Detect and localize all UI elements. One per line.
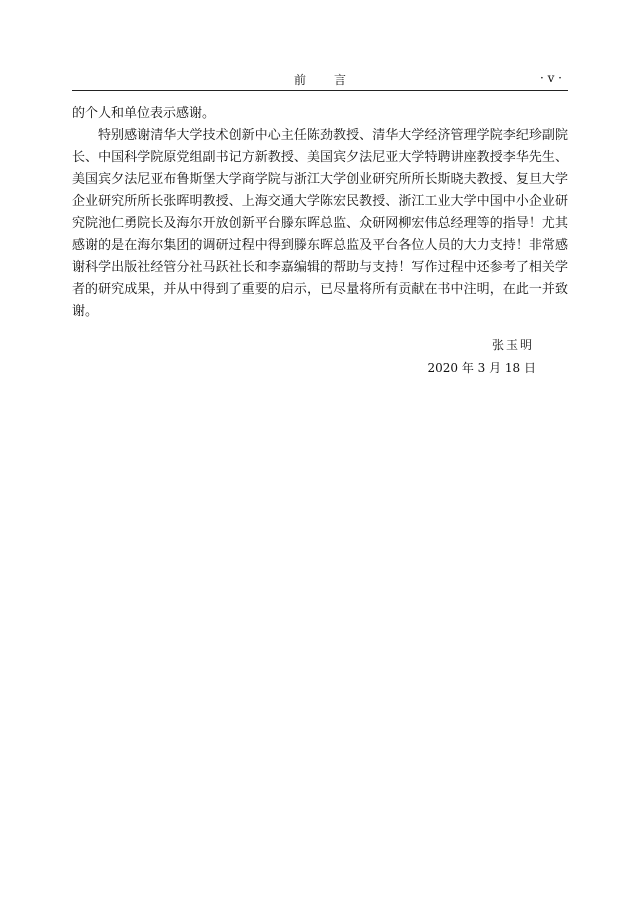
signature-date: 2020 年 3 月 18 日 xyxy=(427,361,536,375)
signature-author: 张玉明 xyxy=(491,338,534,352)
paragraph-acknowledgements: 特别感谢清华大学技术创新中心主任陈劲教授、清华大学经济管理学院李纪珍副院长、中国科学院原党组副书记方新教授、美国宾夕法尼亚大学特聘讲座教授李华先生、美国宾夕法尼亚布鲁斯堡大学商学院与浙江大学创业研究所所长斯晓夫教授、复旦大学企业研究所所长张晖明教授、上海交通大学陈宏民教授、浙江工业大学中国中小企业研究院池仁勇院长及海尔开放创新平台滕东晖总监、众研网柳宏伟总经理等的指导！尤其感谢的是在海尔集团的调研过程中得到滕东晖总监及平台各位人员的大力支持！非常感谢科学出版社经管分社马跃社长和李嘉编辑的帮助与支持！写作过程中还参考了相关学者的研究成果，并从中得到了重要的启示，已尽量将所有贡献在书中注明，在此一并致谢。 xyxy=(72,128,568,319)
header-title-part2: 言 xyxy=(334,73,347,87)
header-page-number: · v · xyxy=(539,71,562,85)
header-title-part1: 前 xyxy=(293,73,306,87)
running-header xyxy=(72,70,568,91)
header-title xyxy=(72,71,568,88)
paragraph-continuation: 的个人和单位表示感谢。 xyxy=(72,106,216,121)
body-text xyxy=(72,103,568,323)
